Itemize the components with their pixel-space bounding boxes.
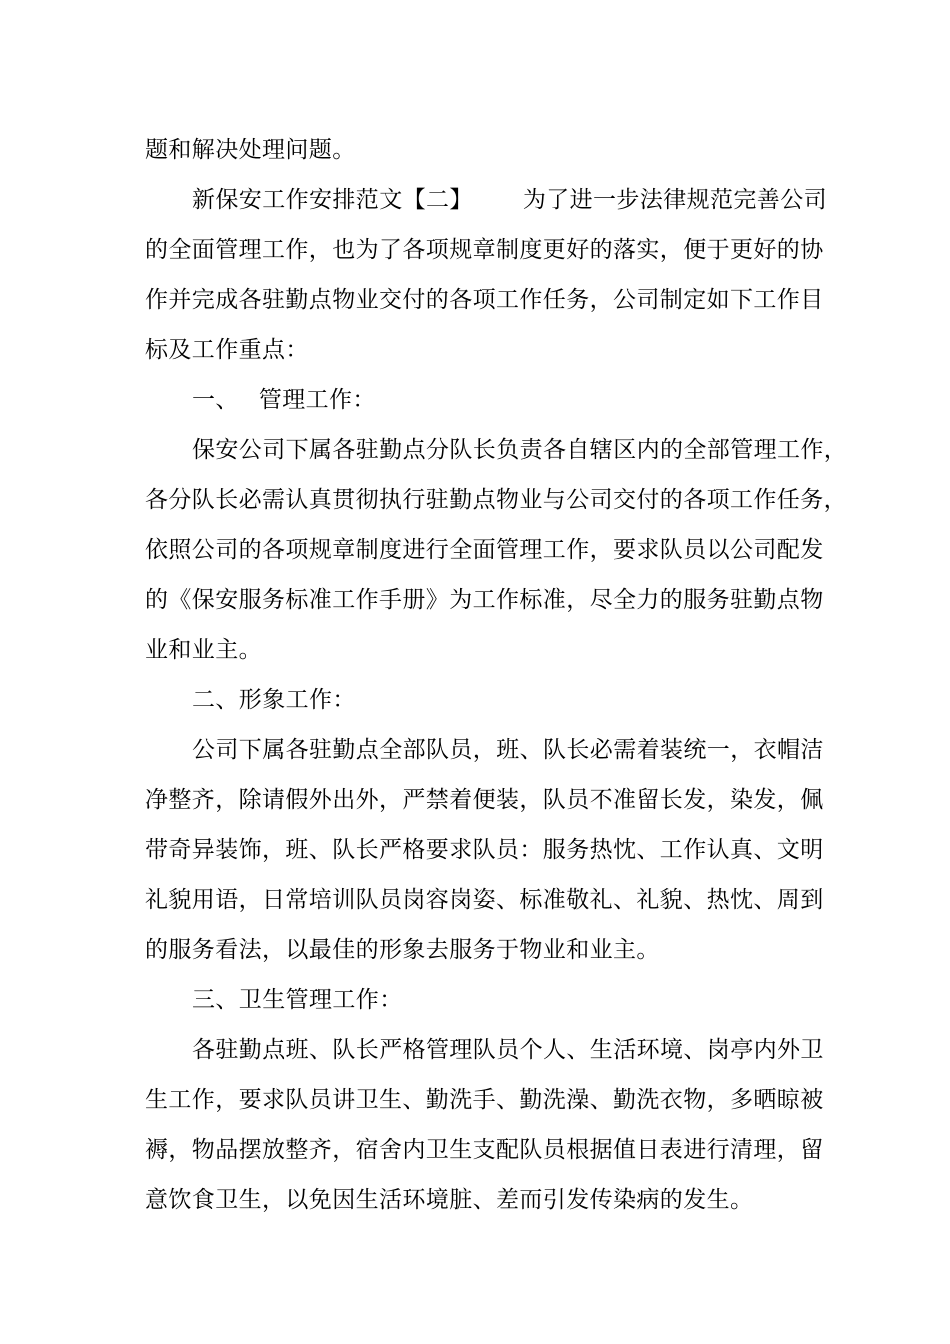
paragraph-line: 净整齐，除请假外出外，严禁着便装，队员不准留长发，染发，佩 <box>145 787 824 813</box>
paragraph-line: 业和业主。 <box>145 637 262 663</box>
section-heading-1 <box>192 384 872 416</box>
intro-first-line <box>192 184 872 216</box>
paragraph-line: 标及工作重点： <box>145 337 309 363</box>
paragraph-line: 的《保安服务标准工作手册》为工作标准，尽全力的服务驻勤点物 <box>145 587 824 613</box>
paragraph-line: 依照公司的各项规章制度进行全面管理工作，要求队员以公司配发 <box>145 537 824 563</box>
intro-text: 为了进一步法律规范完善公司 <box>522 187 828 213</box>
continuation-line: 题和解决处理问题。 <box>145 137 356 163</box>
paragraph-line: 保安公司下属各驻勤点分队长负责各自辖区内的全部管理工作， <box>192 437 848 463</box>
paragraph-line: 的服务看法，以最佳的形象去服务于物业和业主。 <box>145 937 660 963</box>
paragraph-line: 礼貌用语，日常培训队员岗容岗姿、标准敬礼、礼貌、热忱、周到 <box>145 887 824 913</box>
paragraph-line: 生工作，要求队员讲卫生、勤洗手、勤洗澡、勤洗衣物，多晒晾被 <box>145 1087 824 1113</box>
section-heading-text: 管理工作： <box>258 387 376 413</box>
paragraph-line: 褥，物品摆放整齐，宿舍内卫生支配队员根据值日表进行清理，留 <box>145 1137 824 1163</box>
paragraph-line: 带奇异装饰，班、队长严格要求队员：服务热忱、工作认真、文明 <box>145 837 824 863</box>
section-heading-2: 二、形象工作： <box>192 687 356 713</box>
paragraph-line: 意饮食卫生，以免因生活环境脏、差而引发传染病的发生。 <box>145 1187 754 1213</box>
paragraph-line: 各分队长必需认真贯彻执行驻勤点物业与公司交付的各项工作任务， <box>145 487 847 513</box>
intro-title: 新保安工作安排范文【二】 <box>192 187 473 213</box>
paragraph-line: 的全面管理工作，也为了各项规章制度更好的落实，便于更好的协 <box>145 237 824 263</box>
section-heading-number: 一、 <box>192 387 239 413</box>
paragraph-line: 公司下属各驻勤点全部队员，班、队长必需着装统一，衣帽洁 <box>192 737 824 763</box>
paragraph-line: 作并完成各驻勤点物业交付的各项工作任务，公司制定如下工作目 <box>145 287 824 313</box>
section-heading-3: 三、卫生管理工作： <box>192 987 403 1013</box>
paragraph-line: 各驻勤点班、队长严格管理队员个人、生活环境、岗亭内外卫 <box>192 1037 824 1063</box>
